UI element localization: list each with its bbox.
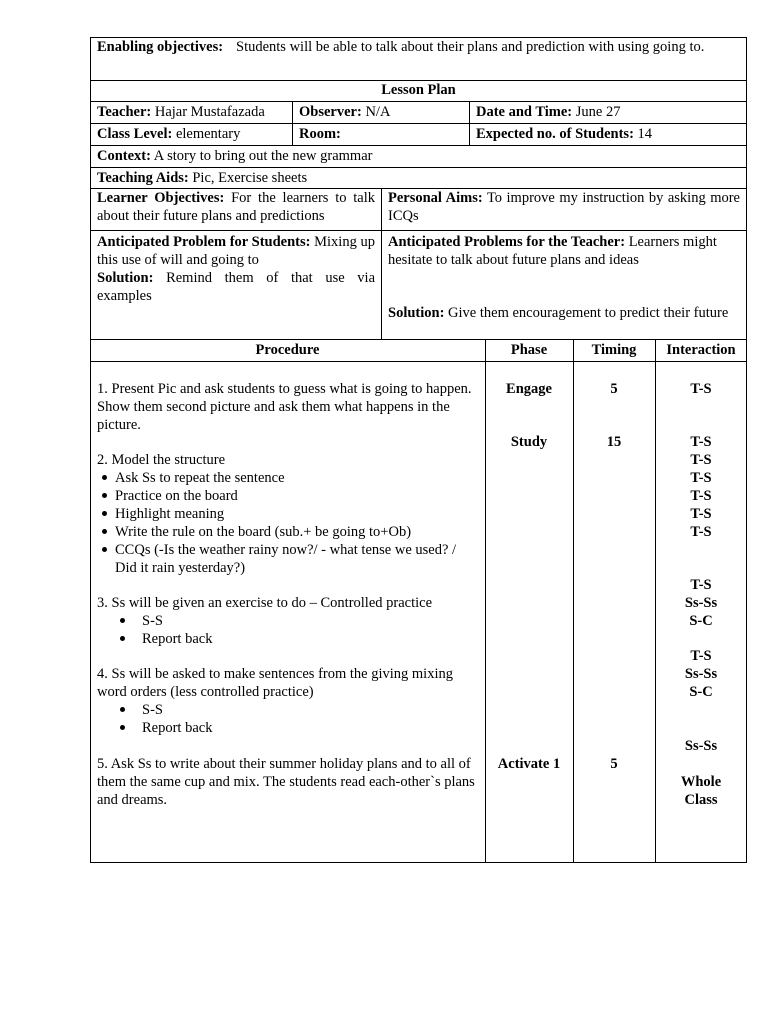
personal-aims: Personal Aims: To improve my instruction by asking more ICQs (388, 190, 740, 224)
interaction-value: T-S (690, 452, 712, 468)
room-cell: Room: (299, 126, 341, 142)
date-cell: Date and Time: June 27 (476, 104, 621, 120)
solution-teacher: Solution: Give them encouragement to predict their future (388, 305, 729, 321)
step-5: 5. Ask Ss to write about their summer holiday plans and to all of them the same cup and mix. The students read each-other`s plans and dreams. (97, 756, 475, 808)
timing-value: 5 (610, 381, 618, 397)
interaction-value: T-S (690, 470, 712, 486)
interaction-value: T-S (690, 381, 712, 397)
phase-engage: Engage (506, 381, 552, 397)
step-3-bullet: S-S (142, 613, 163, 629)
observer-cell: Observer: N/A (299, 104, 391, 120)
students-value: 14 (637, 126, 653, 142)
step-2-bullet: CCQs (-Is the weather rainy now?/ - what tense we used? / Did it rain yesterday?) (115, 542, 457, 576)
solution-students: Solution: Remind them of that use via examples (97, 270, 375, 304)
problem-students: Anticipated Problem for Students: Mixing up this use of will and going to (97, 234, 376, 268)
timing-value: 5 (610, 756, 618, 772)
timing-value: 15 (606, 434, 622, 450)
interaction-value: T-S (690, 506, 712, 522)
interaction-value: T-S (690, 434, 712, 450)
teaching-aids-row: Teaching Aids: Pic, Exercise sheets (97, 170, 308, 186)
students-cell: Expected no. of Students: 14 (476, 126, 653, 142)
interaction-value: S-C (689, 613, 713, 629)
step-2-bullet: Highlight meaning (115, 506, 225, 522)
step-2-bullet: Ask Ss to repeat the sentence (115, 470, 285, 486)
header-phase: Phase (510, 342, 548, 358)
interaction-value: Class (684, 792, 718, 808)
problem-teacher: Anticipated Problems for the Teacher: Learners might hesitate to talk about future plans and ideas (388, 234, 717, 268)
header-interaction: Interaction (666, 342, 736, 358)
learner-objectives: Learner Objectives: For the learners to talk about their future plans and predictions (97, 190, 376, 224)
interaction-value: T-S (690, 648, 712, 664)
interaction-value: S-C (689, 684, 713, 700)
step-4: 4. Ss will be asked to make sentences from the giving mixing word orders (less controlled practice) (97, 666, 453, 700)
header-procedure: Procedure (255, 342, 320, 358)
interaction-value: Ss-Ss (684, 738, 718, 754)
teacher-name: Hajar Mustafazada (154, 104, 265, 120)
interaction-value: T-S (690, 577, 712, 593)
objectives-label: Enabling objectives: (97, 39, 224, 55)
observer-value: N/A (365, 104, 391, 120)
date-value: June 27 (575, 104, 621, 120)
context-row: Context: A story to bring out the new grammar (97, 148, 373, 164)
phase-activate: Activate 1 (497, 756, 561, 772)
interaction-value: T-S (690, 524, 712, 540)
step-1: 1. Present Pic and ask students to guess what is going to happen. Show them second picture and ask them what happens in the picture. (97, 381, 472, 433)
step-4-bullet: S-S (142, 702, 163, 718)
interaction-value: Whole (680, 774, 722, 790)
phase-study: Study (510, 434, 548, 450)
step-3: 3. Ss will be given an exercise to do – Controlled practice (97, 595, 433, 611)
header-timing: Timing (591, 342, 637, 358)
step-2-bullet: Practice on the board (115, 488, 238, 504)
step-2: 2. Model the structure (97, 452, 226, 468)
lesson-plan-title: Lesson Plan (381, 82, 456, 98)
step-4-bullet: Report back (142, 720, 213, 736)
teaching-aids-value: Pic, Exercise sheets (192, 170, 308, 186)
context-value: A story to bring out the new grammar (153, 148, 373, 164)
step-2-bullet: Write the rule on the board (sub.+ be going to+Ob) (115, 524, 412, 540)
interaction-value: Ss-Ss (684, 595, 718, 611)
class-level-cell: Class Level: elementary (97, 126, 241, 142)
interaction-value: T-S (690, 488, 712, 504)
objectives-text: Students will be able to talk about their plans and prediction with using going to. (236, 39, 705, 55)
step-3-bullet: Report back (142, 631, 213, 647)
class-level-value: elementary (175, 126, 241, 142)
interaction-value: Ss-Ss (684, 666, 718, 682)
teacher-cell: Teacher: Hajar Mustafazada (97, 104, 265, 120)
